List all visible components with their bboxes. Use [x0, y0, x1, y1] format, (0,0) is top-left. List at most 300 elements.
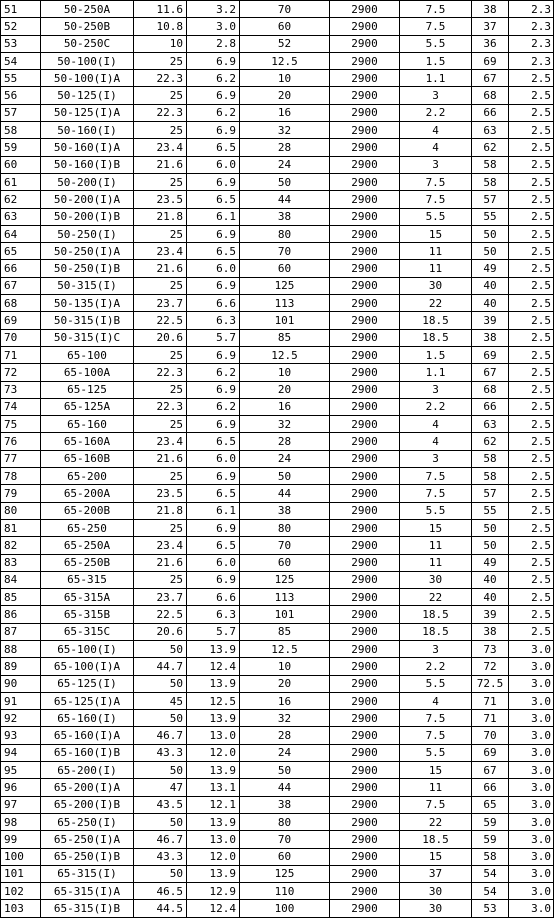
table-row: [1, 104, 554, 121]
cell-row-number: 80: [1, 502, 41, 519]
cell-flow-rate-ls: 6.2: [187, 364, 240, 381]
cell-row-number: 103: [1, 900, 41, 917]
cell-model: 50-125(I)A: [41, 104, 134, 121]
cell-efficiency: 69: [472, 744, 509, 761]
cell-row-number: 90: [1, 675, 41, 692]
cell-flow-rate-m3h: 50: [134, 762, 187, 779]
cell-row-number: 97: [1, 796, 41, 813]
cell-flow-rate-ls: 13.1: [187, 779, 240, 796]
cell-power: 7.5: [400, 191, 472, 208]
cell-row-number: 91: [1, 692, 41, 709]
cell-flow-rate-m3h: 50: [134, 640, 187, 657]
cell-flow-rate-ls: 6.6: [187, 295, 240, 312]
cell-row-number: 57: [1, 104, 41, 121]
cell-row-number: 59: [1, 139, 41, 156]
cell-model: 65-160(I): [41, 710, 134, 727]
cell-head: 32: [240, 710, 330, 727]
cell-power: 30: [400, 277, 472, 294]
cell-speed: 2900: [330, 156, 400, 173]
cell-speed: 2900: [330, 640, 400, 657]
cell-head: 125: [240, 277, 330, 294]
cell-efficiency: 49: [472, 554, 509, 571]
cell-power: 5.5: [400, 675, 472, 692]
cell-power: 22: [400, 295, 472, 312]
cell-efficiency: 58: [472, 173, 509, 190]
cell-efficiency: 53: [472, 900, 509, 917]
cell-npsh: 3.0: [509, 762, 554, 779]
cell-npsh: 2.3: [509, 18, 554, 35]
cell-row-number: 87: [1, 623, 41, 640]
cell-power: 5.5: [400, 744, 472, 761]
cell-npsh: 3.0: [509, 865, 554, 882]
cell-efficiency: 66: [472, 398, 509, 415]
cell-flow-rate-m3h: 20.6: [134, 329, 187, 346]
cell-power: 1.1: [400, 70, 472, 87]
cell-flow-rate-ls: 6.2: [187, 398, 240, 415]
cell-flow-rate-m3h: 23.7: [134, 589, 187, 606]
cell-head: 50: [240, 468, 330, 485]
cell-head: 101: [240, 312, 330, 329]
cell-model: 65-315(I)A: [41, 883, 134, 900]
cell-flow-rate-ls: 6.9: [187, 381, 240, 398]
table-row: [1, 52, 554, 69]
table-row: [1, 433, 554, 450]
cell-model: 50-200(I): [41, 173, 134, 190]
cell-npsh: 2.5: [509, 519, 554, 536]
cell-row-number: 83: [1, 554, 41, 571]
cell-efficiency: 72: [472, 658, 509, 675]
cell-row-number: 62: [1, 191, 41, 208]
cell-speed: 2900: [330, 139, 400, 156]
cell-row-number: 79: [1, 485, 41, 502]
cell-head: 80: [240, 519, 330, 536]
cell-flow-rate-m3h: 22.5: [134, 606, 187, 623]
cell-row-number: 51: [1, 1, 41, 18]
cell-row-number: 56: [1, 87, 41, 104]
cell-npsh: 2.5: [509, 571, 554, 588]
cell-flow-rate-m3h: 44.5: [134, 900, 187, 917]
cell-head: 10: [240, 70, 330, 87]
cell-head: 125: [240, 571, 330, 588]
table-row: [1, 883, 554, 900]
cell-row-number: 72: [1, 364, 41, 381]
cell-flow-rate-ls: 6.9: [187, 416, 240, 433]
cell-row-number: 95: [1, 762, 41, 779]
cell-flow-rate-m3h: 22.3: [134, 70, 187, 87]
cell-flow-rate-m3h: 45: [134, 692, 187, 709]
cell-model: 65-250(I)A: [41, 831, 134, 848]
cell-model: 65-315(I)B: [41, 900, 134, 917]
cell-npsh: 2.5: [509, 468, 554, 485]
cell-head: 101: [240, 606, 330, 623]
cell-efficiency: 62: [472, 433, 509, 450]
cell-power: 7.5: [400, 727, 472, 744]
cell-npsh: 3.0: [509, 848, 554, 865]
cell-speed: 2900: [330, 606, 400, 623]
cell-npsh: 2.5: [509, 208, 554, 225]
cell-flow-rate-m3h: 43.5: [134, 796, 187, 813]
cell-flow-rate-ls: 12.4: [187, 900, 240, 917]
cell-row-number: 69: [1, 312, 41, 329]
table-row: [1, 762, 554, 779]
table-row: [1, 1, 554, 18]
cell-efficiency: 50: [472, 537, 509, 554]
cell-flow-rate-ls: 6.1: [187, 502, 240, 519]
cell-head: 70: [240, 831, 330, 848]
cell-efficiency: 67: [472, 762, 509, 779]
cell-flow-rate-m3h: 21.8: [134, 208, 187, 225]
cell-flow-rate-ls: 6.9: [187, 346, 240, 363]
cell-head: 113: [240, 295, 330, 312]
cell-speed: 2900: [330, 883, 400, 900]
cell-head: 20: [240, 381, 330, 398]
cell-npsh: 2.5: [509, 104, 554, 121]
cell-flow-rate-m3h: 23.5: [134, 191, 187, 208]
cell-power: 18.5: [400, 831, 472, 848]
cell-flow-rate-m3h: 11.6: [134, 1, 187, 18]
cell-flow-rate-ls: 6.9: [187, 468, 240, 485]
cell-speed: 2900: [330, 779, 400, 796]
cell-row-number: 75: [1, 416, 41, 433]
cell-efficiency: 58: [472, 848, 509, 865]
cell-flow-rate-ls: 6.0: [187, 156, 240, 173]
cell-npsh: 2.5: [509, 295, 554, 312]
cell-flow-rate-m3h: 22.3: [134, 364, 187, 381]
cell-head: 24: [240, 156, 330, 173]
cell-flow-rate-m3h: 43.3: [134, 744, 187, 761]
cell-head: 110: [240, 883, 330, 900]
cell-model: 65-250B: [41, 554, 134, 571]
cell-model: 50-315(I): [41, 277, 134, 294]
cell-flow-rate-m3h: 25: [134, 87, 187, 104]
cell-efficiency: 62: [472, 139, 509, 156]
cell-speed: 2900: [330, 554, 400, 571]
cell-npsh: 2.5: [509, 398, 554, 415]
cell-efficiency: 59: [472, 813, 509, 830]
cell-speed: 2900: [330, 312, 400, 329]
cell-row-number: 71: [1, 346, 41, 363]
cell-speed: 2900: [330, 571, 400, 588]
cell-speed: 2900: [330, 364, 400, 381]
cell-head: 28: [240, 433, 330, 450]
cell-power: 15: [400, 762, 472, 779]
cell-head: 44: [240, 485, 330, 502]
cell-flow-rate-m3h: 10: [134, 35, 187, 52]
cell-head: 20: [240, 87, 330, 104]
cell-row-number: 77: [1, 450, 41, 467]
cell-flow-rate-ls: 5.7: [187, 329, 240, 346]
cell-model: 50-315(I)B: [41, 312, 134, 329]
cell-flow-rate-ls: 6.0: [187, 260, 240, 277]
cell-efficiency: 54: [472, 865, 509, 882]
cell-model: 65-160: [41, 416, 134, 433]
cell-speed: 2900: [330, 675, 400, 692]
cell-flow-rate-ls: 13.9: [187, 675, 240, 692]
cell-flow-rate-m3h: 23.5: [134, 485, 187, 502]
cell-flow-rate-m3h: 25: [134, 416, 187, 433]
cell-model: 50-250A: [41, 1, 134, 18]
cell-row-number: 68: [1, 295, 41, 312]
table-row: [1, 156, 554, 173]
cell-head: 60: [240, 848, 330, 865]
cell-flow-rate-m3h: 46.7: [134, 831, 187, 848]
cell-npsh: 2.5: [509, 87, 554, 104]
cell-power: 4: [400, 433, 472, 450]
cell-model: 50-315(I)C: [41, 329, 134, 346]
cell-power: 4: [400, 122, 472, 139]
cell-npsh: 2.5: [509, 364, 554, 381]
cell-efficiency: 54: [472, 883, 509, 900]
cell-speed: 2900: [330, 243, 400, 260]
cell-flow-rate-ls: 12.4: [187, 658, 240, 675]
cell-speed: 2900: [330, 900, 400, 917]
cell-flow-rate-m3h: 21.6: [134, 554, 187, 571]
cell-head: 44: [240, 191, 330, 208]
table-row: [1, 692, 554, 709]
cell-row-number: 58: [1, 122, 41, 139]
table-row: [1, 295, 554, 312]
cell-npsh: 3.0: [509, 692, 554, 709]
cell-efficiency: 67: [472, 364, 509, 381]
cell-flow-rate-m3h: 25: [134, 173, 187, 190]
cell-efficiency: 58: [472, 450, 509, 467]
cell-flow-rate-ls: 6.1: [187, 208, 240, 225]
cell-flow-rate-m3h: 25: [134, 346, 187, 363]
cell-efficiency: 55: [472, 208, 509, 225]
cell-row-number: 94: [1, 744, 41, 761]
cell-npsh: 3.0: [509, 640, 554, 657]
cell-model: 65-315: [41, 571, 134, 588]
cell-row-number: 84: [1, 571, 41, 588]
cell-npsh: 2.5: [509, 537, 554, 554]
cell-flow-rate-ls: 6.5: [187, 485, 240, 502]
cell-power: 2.2: [400, 658, 472, 675]
cell-efficiency: 69: [472, 346, 509, 363]
cell-row-number: 101: [1, 865, 41, 882]
table-row: [1, 381, 554, 398]
cell-row-number: 102: [1, 883, 41, 900]
cell-efficiency: 39: [472, 312, 509, 329]
cell-model: 65-200(I): [41, 762, 134, 779]
cell-npsh: 2.5: [509, 416, 554, 433]
table-row: [1, 468, 554, 485]
cell-flow-rate-m3h: 44.7: [134, 658, 187, 675]
cell-power: 18.5: [400, 312, 472, 329]
cell-speed: 2900: [330, 762, 400, 779]
cell-model: 50-160(I)A: [41, 139, 134, 156]
cell-flow-rate-m3h: 22.5: [134, 312, 187, 329]
table-row: [1, 658, 554, 675]
cell-efficiency: 50: [472, 243, 509, 260]
cell-speed: 2900: [330, 813, 400, 830]
table-row: [1, 312, 554, 329]
cell-model: 65-160(I)A: [41, 727, 134, 744]
cell-model: 65-315B: [41, 606, 134, 623]
table-row: [1, 640, 554, 657]
cell-row-number: 70: [1, 329, 41, 346]
cell-flow-rate-ls: 12.9: [187, 883, 240, 900]
cell-row-number: 98: [1, 813, 41, 830]
cell-head: 10: [240, 364, 330, 381]
cell-efficiency: 40: [472, 295, 509, 312]
cell-flow-rate-ls: 2.8: [187, 35, 240, 52]
table-row: [1, 589, 554, 606]
cell-efficiency: 36: [472, 35, 509, 52]
cell-flow-rate-m3h: 50: [134, 675, 187, 692]
cell-model: 65-100A: [41, 364, 134, 381]
cell-head: 85: [240, 623, 330, 640]
cell-npsh: 3.0: [509, 813, 554, 830]
cell-speed: 2900: [330, 433, 400, 450]
cell-efficiency: 40: [472, 277, 509, 294]
cell-flow-rate-m3h: 23.4: [134, 537, 187, 554]
cell-power: 18.5: [400, 623, 472, 640]
cell-model: 50-100(I)A: [41, 70, 134, 87]
table-row: [1, 122, 554, 139]
cell-row-number: 99: [1, 831, 41, 848]
cell-flow-rate-ls: 6.2: [187, 104, 240, 121]
cell-head: 85: [240, 329, 330, 346]
cell-model: 65-315(I): [41, 865, 134, 882]
cell-efficiency: 67: [472, 70, 509, 87]
table-row: [1, 329, 554, 346]
table-row: [1, 87, 554, 104]
table-row: [1, 779, 554, 796]
cell-speed: 2900: [330, 18, 400, 35]
cell-model: 65-200(I)A: [41, 779, 134, 796]
cell-speed: 2900: [330, 450, 400, 467]
cell-model: 50-135(I)A: [41, 295, 134, 312]
cell-speed: 2900: [330, 658, 400, 675]
cell-speed: 2900: [330, 191, 400, 208]
cell-power: 11: [400, 260, 472, 277]
cell-power: 22: [400, 813, 472, 830]
table-row: [1, 398, 554, 415]
cell-model: 65-160B: [41, 450, 134, 467]
cell-speed: 2900: [330, 865, 400, 882]
cell-npsh: 3.0: [509, 675, 554, 692]
table-row: [1, 571, 554, 588]
cell-head: 16: [240, 104, 330, 121]
table-row: [1, 18, 554, 35]
table-row: [1, 796, 554, 813]
cell-flow-rate-ls: 6.9: [187, 87, 240, 104]
cell-flow-rate-ls: 6.0: [187, 450, 240, 467]
cell-row-number: 55: [1, 70, 41, 87]
cell-flow-rate-m3h: 23.4: [134, 139, 187, 156]
cell-flow-rate-ls: 5.7: [187, 623, 240, 640]
cell-speed: 2900: [330, 122, 400, 139]
cell-model: 65-200(I)B: [41, 796, 134, 813]
table-row: [1, 710, 554, 727]
cell-npsh: 2.3: [509, 35, 554, 52]
cell-npsh: 2.5: [509, 122, 554, 139]
cell-npsh: 2.5: [509, 70, 554, 87]
cell-power: 3: [400, 640, 472, 657]
cell-power: 5.5: [400, 502, 472, 519]
cell-model: 65-200B: [41, 502, 134, 519]
cell-flow-rate-m3h: 23.4: [134, 243, 187, 260]
cell-flow-rate-m3h: 20.6: [134, 623, 187, 640]
cell-flow-rate-ls: 6.5: [187, 139, 240, 156]
cell-row-number: 86: [1, 606, 41, 623]
cell-flow-rate-ls: 12.0: [187, 848, 240, 865]
table-row: [1, 519, 554, 536]
cell-npsh: 3.0: [509, 883, 554, 900]
cell-row-number: 54: [1, 52, 41, 69]
cell-efficiency: 72.5: [472, 675, 509, 692]
cell-flow-rate-ls: 6.9: [187, 225, 240, 242]
table-row: [1, 900, 554, 917]
cell-flow-rate-m3h: 43.3: [134, 848, 187, 865]
cell-speed: 2900: [330, 346, 400, 363]
table-row: [1, 537, 554, 554]
cell-row-number: 64: [1, 225, 41, 242]
table-row: [1, 191, 554, 208]
cell-efficiency: 57: [472, 191, 509, 208]
cell-efficiency: 68: [472, 87, 509, 104]
cell-efficiency: 40: [472, 571, 509, 588]
cell-row-number: 85: [1, 589, 41, 606]
cell-speed: 2900: [330, 468, 400, 485]
cell-flow-rate-m3h: 23.7: [134, 295, 187, 312]
cell-speed: 2900: [330, 416, 400, 433]
cell-speed: 2900: [330, 502, 400, 519]
cell-head: 44: [240, 779, 330, 796]
cell-npsh: 2.5: [509, 623, 554, 640]
cell-npsh: 2.5: [509, 346, 554, 363]
cell-row-number: 63: [1, 208, 41, 225]
table-row: [1, 35, 554, 52]
cell-head: 24: [240, 744, 330, 761]
cell-power: 4: [400, 416, 472, 433]
cell-flow-rate-m3h: 21.8: [134, 502, 187, 519]
cell-head: 38: [240, 208, 330, 225]
cell-model: 65-250: [41, 519, 134, 536]
cell-model: 65-100(I)A: [41, 658, 134, 675]
cell-head: 52: [240, 35, 330, 52]
cell-npsh: 2.5: [509, 243, 554, 260]
cell-head: 125: [240, 865, 330, 882]
cell-speed: 2900: [330, 329, 400, 346]
cell-model: 50-125(I): [41, 87, 134, 104]
table-row: [1, 225, 554, 242]
cell-speed: 2900: [330, 225, 400, 242]
cell-model: 65-100: [41, 346, 134, 363]
cell-head: 12.5: [240, 52, 330, 69]
cell-npsh: 2.5: [509, 554, 554, 571]
table-row: [1, 623, 554, 640]
cell-power: 7.5: [400, 173, 472, 190]
cell-head: 38: [240, 796, 330, 813]
cell-flow-rate-ls: 6.3: [187, 312, 240, 329]
cell-power: 18.5: [400, 606, 472, 623]
cell-head: 16: [240, 398, 330, 415]
cell-power: 3: [400, 381, 472, 398]
cell-speed: 2900: [330, 710, 400, 727]
cell-head: 28: [240, 139, 330, 156]
cell-model: 65-315A: [41, 589, 134, 606]
cell-speed: 2900: [330, 589, 400, 606]
cell-flow-rate-m3h: 10.8: [134, 18, 187, 35]
cell-efficiency: 63: [472, 416, 509, 433]
cell-model: 50-250(I): [41, 225, 134, 242]
cell-head: 80: [240, 225, 330, 242]
cell-flow-rate-m3h: 46.5: [134, 883, 187, 900]
cell-speed: 2900: [330, 848, 400, 865]
cell-flow-rate-ls: 6.9: [187, 122, 240, 139]
cell-power: 7.5: [400, 710, 472, 727]
